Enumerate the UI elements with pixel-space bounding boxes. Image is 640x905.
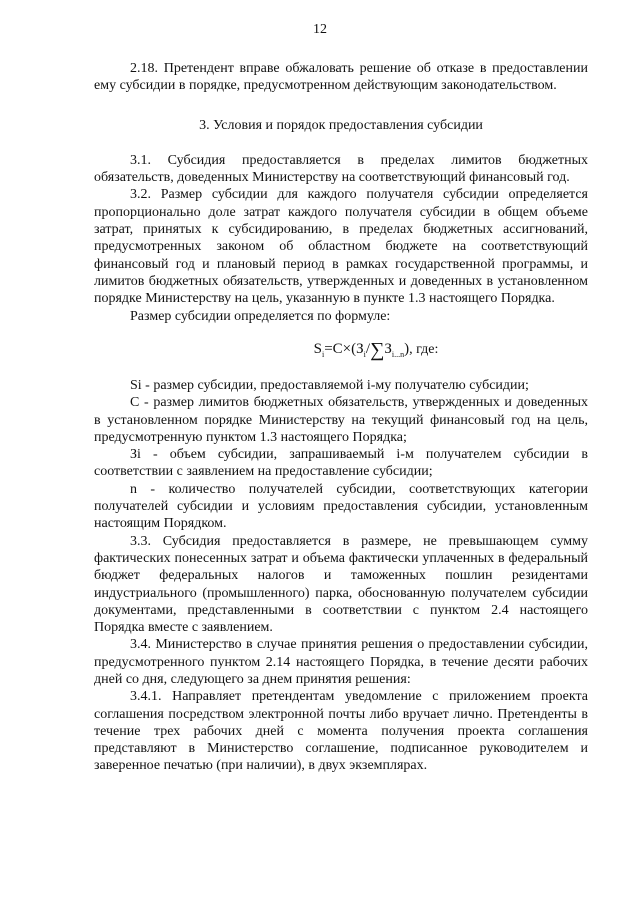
paragraph-3-3: 3.3. Субсидия предоставляется в размере, не превышающем сумму фактических понесенных затрат и объема фактически уплаченных в федеральный бюджет федеральных налогов и таможенных пошлин резидентами индустриального (промышленного) парка, обоснованную получателем субсидии документами, представленными в соответствии с пунктом 2.4 настоящего Порядка вместе с заявлением. xyxy=(94,533,588,636)
sum-symbol: ∑ xyxy=(370,338,385,361)
paragraph-2-18: 2.18. Претендент вправе обжаловать решение об отказе в предоставлении ему субсидии в порядке, предусмотренном действующим законодательством. xyxy=(94,61,588,94)
formula-z2-sub: i...n xyxy=(391,349,405,359)
section-title: 3. Условия и порядок предоставления субсидии xyxy=(199,117,483,133)
formula-z2: З xyxy=(384,340,392,357)
subsidy-formula xyxy=(164,338,588,363)
definition-n: n - количество получателей субсидии, соответствующих категории получателей субсидии и условиям предоставления субсидии, установленным настоящим Порядком. xyxy=(94,481,588,532)
definition-s: Si - размер субсидии, предоставляемой i-му получателю субсидии; xyxy=(130,377,529,393)
formula-intro: Размер субсидии определяется по формуле: xyxy=(130,308,391,324)
paragraph-3-1: 3.1. Субсидия предоставляется в пределах лимитов бюджетных обязательств, доведенных Министерству на соответствующий финансовый год. xyxy=(94,152,588,186)
formula-c-times: =C×(З xyxy=(324,340,364,357)
page-number: 12 xyxy=(313,22,327,37)
formula-s-sub: i xyxy=(321,349,325,359)
paragraph-3-4: 3.4. Министерство в случае принятия решения о предоставлении субсидии, предусмотренного пунктом 2.14 настоящего Порядка, в течение десяти рабочих дней со дня, следующего за днем принятия решения: xyxy=(94,637,588,687)
paragraph-3-2: 3.2. Размер субсидии для каждого получателя субсидии определяется пропорционально доле затрат каждого получателя субсидии в общем объеме затрат, принятых к субсидированию, в пределах бюджетных ассигнований, предусмотренных законом об областном бюджете на соответствующий финансовый год и плановый период в рамках государственной программы, и лимитов бюджетных обязательств, утвержденных и доведенных в установленном порядке Министерству на цель, указанную в пункте 1.3 настоящего Порядка. xyxy=(94,187,588,307)
formula-s: S xyxy=(313,340,322,357)
definition-c: С - размер лимитов бюджетных обязательств, утвержденных и доведенных в установленном порядке Министерству на текущий финансовый год на цель, предусмотренную пунктом 1.3 настоящего Порядка; xyxy=(94,395,588,445)
formula-close: ) xyxy=(404,340,410,357)
document-body xyxy=(94,60,588,775)
formula-z-sub: i xyxy=(363,349,366,359)
formula-slash: / xyxy=(365,340,371,357)
formula-where: , где: xyxy=(409,341,439,357)
definition-z: Зi - объем субсидии, запрашиваемый i-м получателем субсидии в соответствии с заявлением на предоставление субсидии; xyxy=(94,447,588,480)
paragraph-3-4-1: 3.4.1. Направляет претендентам уведомление с приложением проекта соглашения посредством электронной почты либо вручает лично. Претенденты в течение трех рабочих дней с момента получения проекта соглашения представляют в Министерство соглашение, подписанное руководителем и заверенное печатью (при наличии), в двух экземплярах. xyxy=(94,689,588,774)
